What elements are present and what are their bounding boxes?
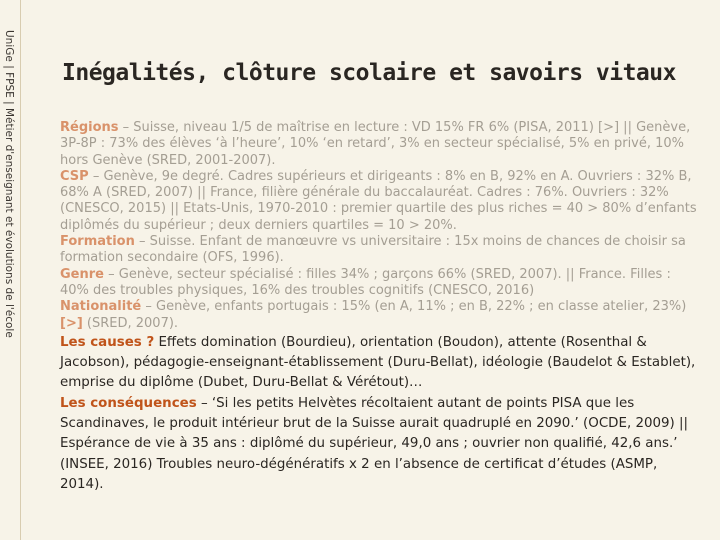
side-bar (0, 0, 21, 540)
page-title: Inégalités, clôture scolaire et savoirs vitaux (62, 60, 676, 86)
paragraph-genre (60, 267, 700, 300)
keyword-nationalite: Nationalité (60, 299, 142, 315)
keyword-genre: Genre (60, 266, 104, 282)
keyword-formation: Formation (60, 234, 135, 250)
keyword-regions: Régions (60, 120, 119, 135)
sidebar-course-label: UniGe | FPSE | Métier d'enseignant et évolutions de l'école (3, 30, 15, 338)
slide-content (60, 120, 700, 495)
text-consequences: – ‘Si les petits Helvètes récoltaient autant de points PISA que les Scandinaves, le produit intérieur brut de la Suisse aurait quadruplé en 2090.’ (OCDE, 2009) || Espérance de vie à 35 ans : diplômé du supérieur, 49,0 ans ; ouvrier non qualifié, 42,6 ans.’ (INSEE, 2016) Troubles neuro-dégénératifs x 2 en l’absence de certificat d’études (ASMP, 2014). (60, 395, 689, 492)
text-formation: – Suisse. Enfant de manœuvre vs universitaire : 15x moins de chances de choisir sa formation secondaire (OFS, 1996). (60, 234, 686, 266)
text-nationalite-a: – Genève, enfants portugais : 15% (en A, 11% ; en B, 22% ; en classe atelier, 23%) (141, 299, 687, 315)
paragraph-csp (60, 169, 700, 234)
keyword-consequences: Les conséquences (60, 395, 197, 411)
keyword-causes: Les causes ? (60, 334, 155, 350)
paragraph-nationalite (60, 299, 700, 332)
text-csp: – Genève, 9e degré. Cadres supérieurs et dirigeants : 8% en B, 92% en A. Ouvriers : 32% B, 68% A (SRED, 2007) || France, filière générale du baccalauréat. Cadres : 76%. Ouvriers : 32% (CNESCO, 2015) || Etats-Unis, 1970-2010 : premier quartile des plus riches = 40 > 80% d’enfants diplômés du supérieur ; deux derniers quartiles = 10 > 20%. (60, 168, 697, 233)
text-causes: Effets domination (Bourdieu), orientation (Boudon), attente (Rosenthal & Jacobson), pédagogie-enseignant-établissement (Duru-Bellat), idéologie (Baudelot & Establet), emprise du diplôme (Dubet, Duru-Bellat & Vérétout)… (60, 334, 696, 391)
reference-link[interactable]: [>] (60, 315, 83, 331)
paragraph-consequences (60, 394, 700, 495)
text-regions: – Suisse, niveau 1/5 de maîtrise en lecture : VD 15% FR 6% (PISA, 2011) [>] || Genève, 3P-8P : 73% des élèves ‘à l’heure’, 10% ‘en retard’, 3% en secteur spécialisé, 5% en privé, 10% hors Genève (SRED, 2001-2007). (60, 120, 691, 168)
paragraph-regions (60, 120, 700, 169)
keyword-csp: CSP (60, 168, 89, 184)
paragraph-causes (60, 333, 700, 394)
text-genre: – Genève, secteur spécialisé : filles 34% ; garçons 66% (SRED, 2007). || France. Filles : 40% des troubles physiques, 16% des troubles cognitifs (CNESCO, 2016) (60, 266, 671, 298)
paragraph-formation (60, 234, 700, 267)
text-nationalite-b: (SRED, 2007). (82, 315, 179, 331)
